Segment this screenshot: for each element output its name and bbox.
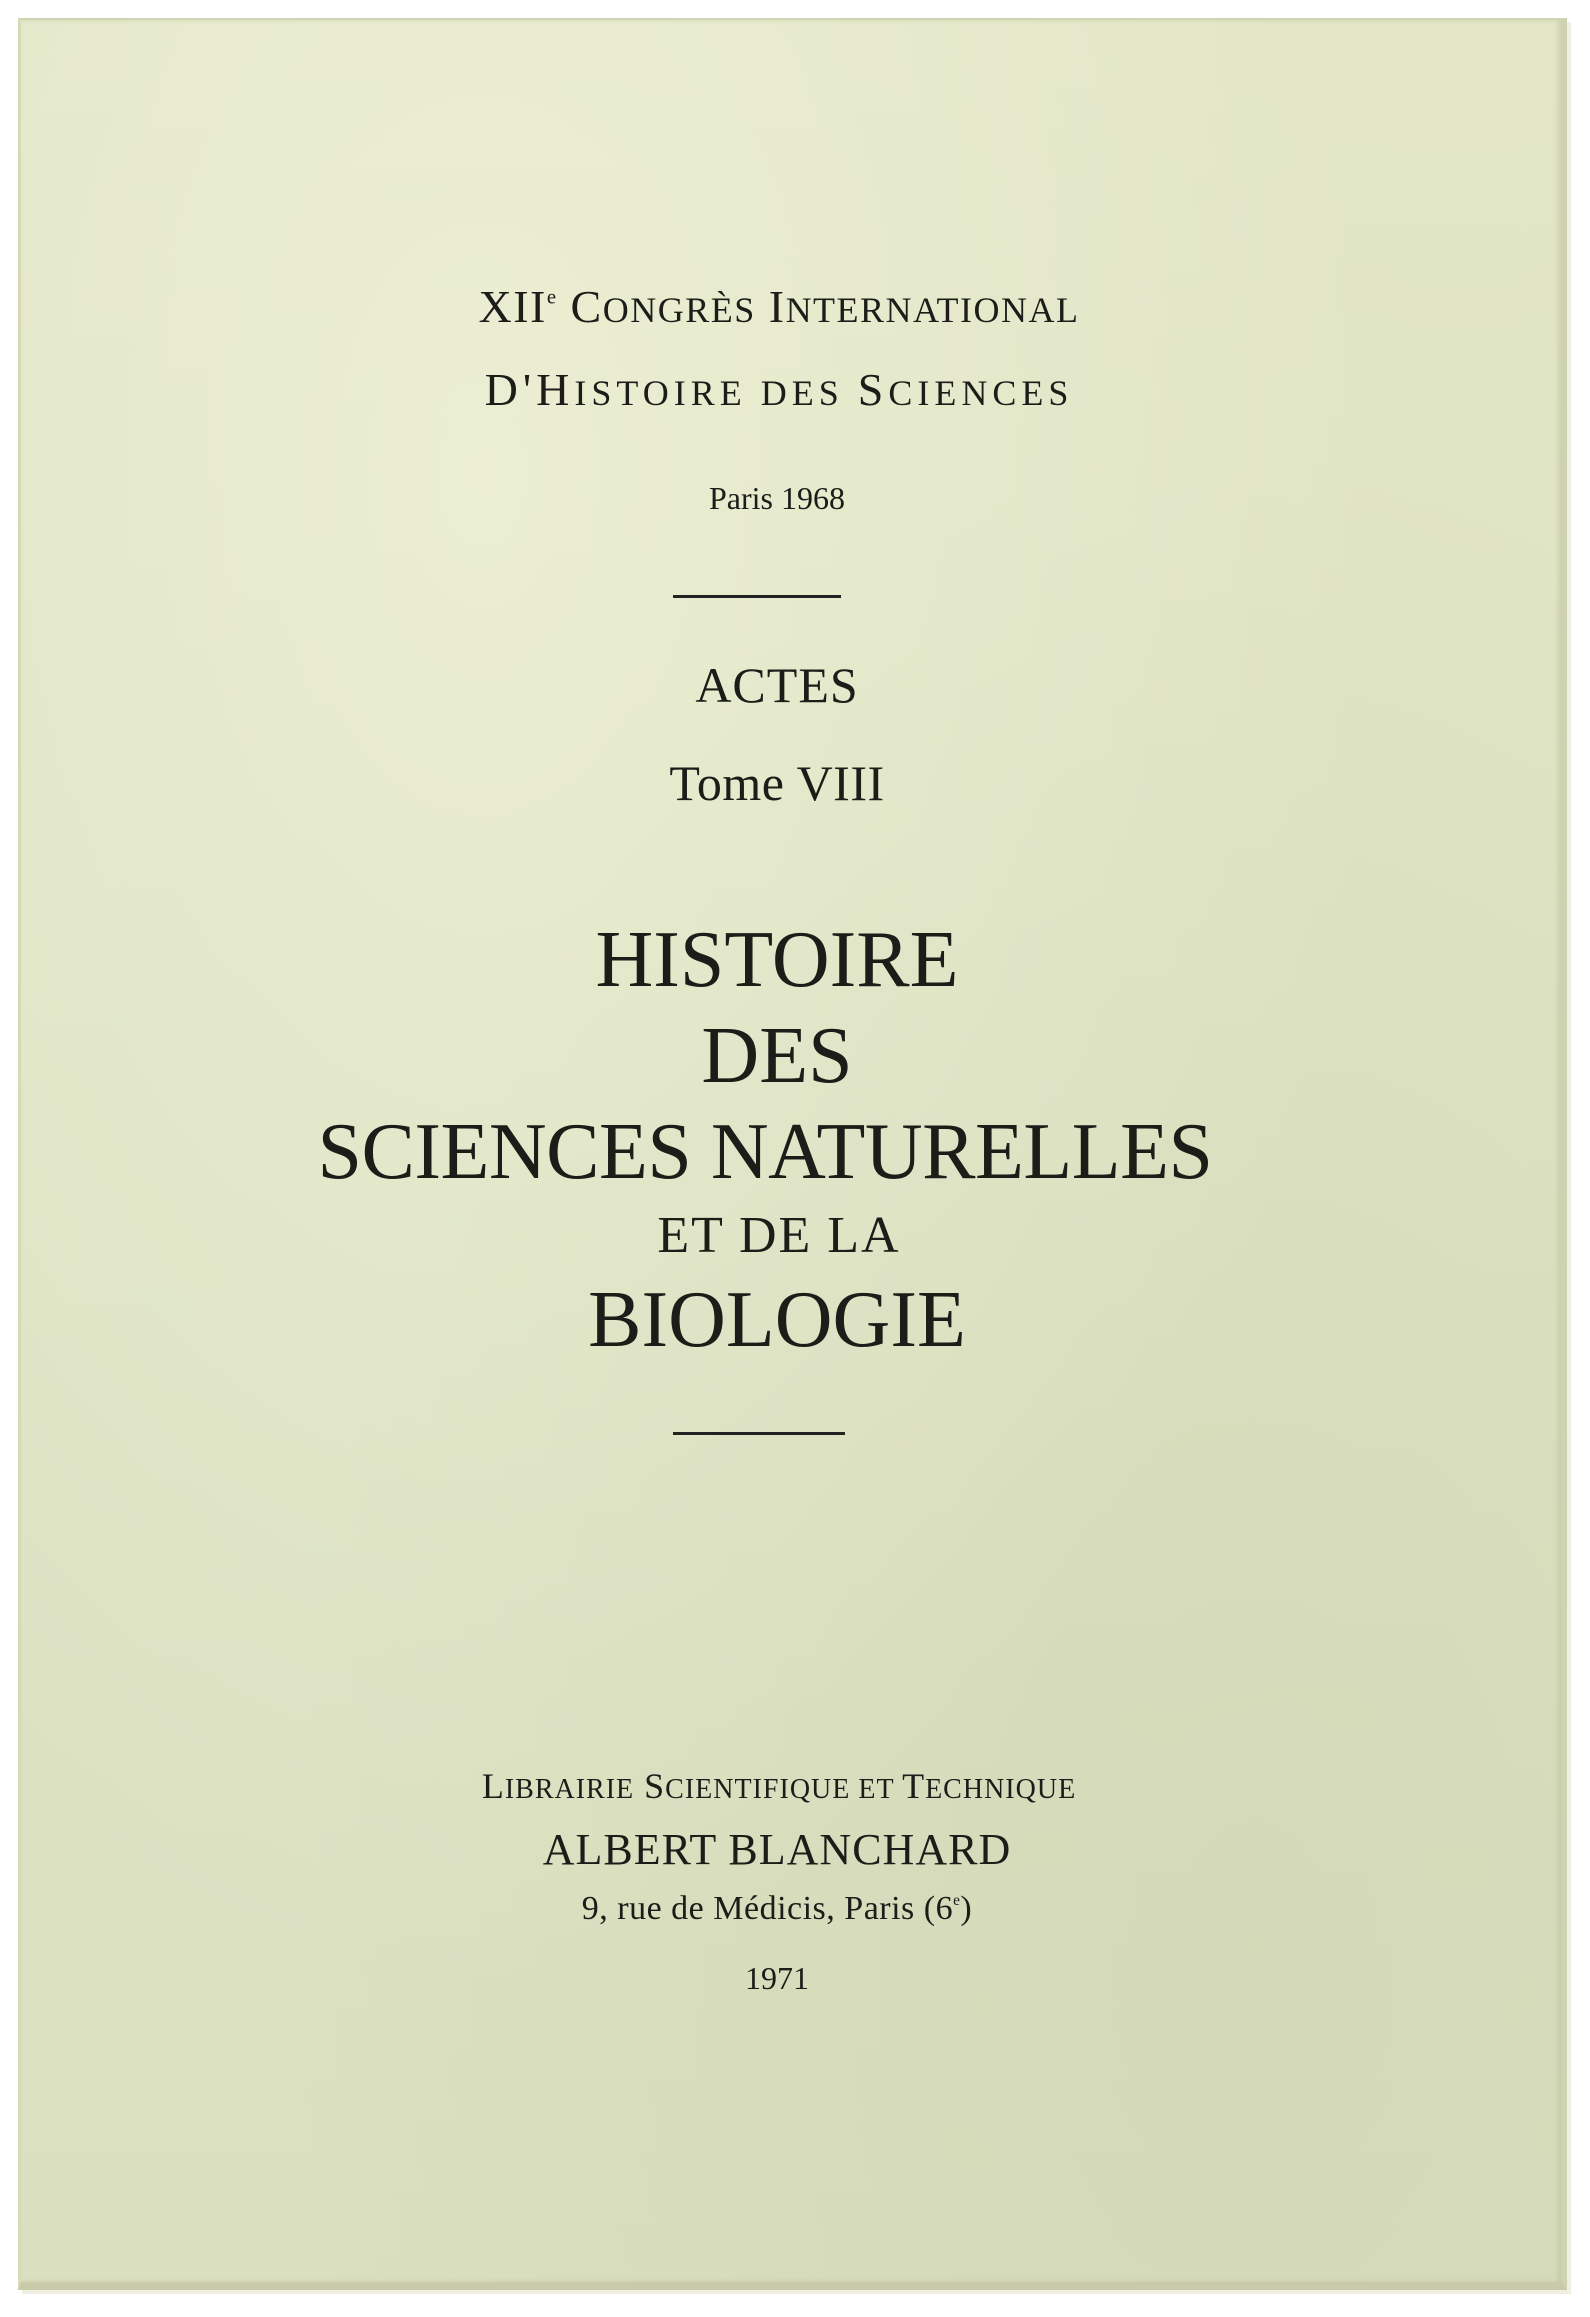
congress-title-line-1: XIIe CONGRÈS INTERNATIONAL — [478, 281, 1080, 332]
main-title-line-4: ET DE LA — [657, 1207, 901, 1264]
publisher-address: 9, rue de Médicis, Paris (6e) — [581, 1890, 973, 1927]
congress-title-line-2: D'HISTOIRE DES SCIENCES — [484, 364, 1074, 415]
publisher-imprint-line: LIBRAIRIE SCIENTIFIQUE ET TECHNIQUE — [481, 1766, 1077, 1806]
lower-divider-rule — [673, 1432, 845, 1435]
main-title-line-2: DES — [701, 1012, 853, 1100]
actes-label: ACTES — [695, 657, 859, 713]
publisher-name: ALBERT BLANCHARD — [542, 1825, 1012, 1874]
book-cover — [18, 18, 1567, 2290]
main-title-line-1: HISTOIRE — [595, 916, 959, 1004]
congress-place-year: Paris 1968 — [709, 480, 845, 516]
main-title-line-3: SCIENCES NATURELLES — [317, 1108, 1213, 1196]
main-title-line-5: BIOLOGIE — [588, 1276, 966, 1364]
upper-divider-rule — [673, 595, 841, 598]
publication-year: 1971 — [745, 1960, 809, 1996]
tome-label: Tome VIII — [669, 755, 885, 811]
